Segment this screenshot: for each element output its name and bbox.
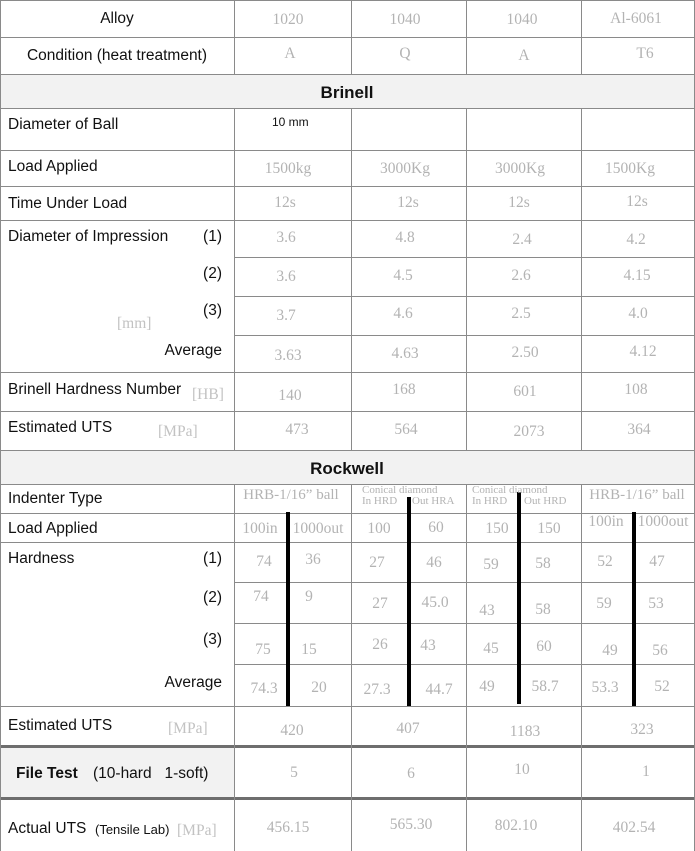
- impression-label: Diameter of Impression: [8, 228, 169, 245]
- rockwell-divider-bar: [407, 497, 411, 706]
- rockwell-avg: 20: [311, 679, 327, 696]
- indenter-out-hrd: Out HRD: [524, 495, 567, 507]
- rockwell-h3: 26: [372, 636, 388, 653]
- impression-index: (1): [203, 228, 222, 245]
- impression-index: (3): [203, 302, 222, 319]
- brinell-d2: 4.5: [393, 267, 413, 284]
- file-test-value: 1: [642, 763, 650, 780]
- brinell-d1: 2.4: [512, 231, 532, 248]
- brinell-load-value: 3000Kg: [380, 160, 430, 177]
- rockwell-h2: 43: [479, 602, 495, 619]
- rockwell-uts-label: Estimated UTS: [8, 717, 113, 734]
- grid-v: [581, 108, 582, 450]
- rockwell-uts-value: 407: [396, 720, 420, 737]
- grid-h: [0, 220, 695, 221]
- rockwell-load-value: 100in: [242, 520, 278, 537]
- rockwell-h1: 36: [305, 551, 321, 568]
- hardness-label: Hardness: [8, 550, 75, 567]
- impression-index: (2): [203, 265, 222, 282]
- rockwell-avg: 44.7: [425, 681, 453, 698]
- rockwell-load-value: 60: [428, 519, 444, 536]
- brinell-d1: 4.8: [395, 229, 415, 246]
- rockwell-h1: 47: [649, 553, 665, 570]
- brinell-load-value: 1500Kg: [605, 160, 655, 177]
- rockwell-h2: 58: [535, 601, 551, 618]
- brinell-d1: 3.6: [276, 229, 296, 246]
- rockwell-h1: 58: [535, 555, 551, 572]
- brinell-avg: 3.63: [274, 347, 302, 364]
- grid-h: [0, 450, 695, 451]
- rockwell-h3: 75: [255, 641, 271, 658]
- rockwell-h3: 56: [652, 642, 668, 659]
- brinell-d3: 3.7: [276, 307, 296, 324]
- time-under-load-label: Time Under Load: [8, 195, 128, 212]
- bhn-value: 601: [513, 383, 537, 400]
- grid-h: [0, 150, 695, 151]
- hardness-index: (3): [203, 631, 222, 648]
- grid-h: [0, 542, 695, 543]
- rockwell-avg: 52: [654, 678, 670, 695]
- brinell-uts-value: 473: [285, 421, 309, 438]
- indenter-conical: Conical diamond: [362, 484, 438, 496]
- time-value: 12s: [274, 194, 296, 211]
- alloy-value: 1020: [272, 11, 304, 28]
- alloy-value: 1040: [389, 11, 421, 28]
- grid-v: [351, 484, 352, 851]
- time-value: 12s: [508, 194, 530, 211]
- brinell-d2: 3.6: [276, 268, 296, 285]
- rockwell-load-label: Load Applied: [8, 520, 98, 537]
- grid-v: [466, 484, 467, 851]
- indenter-out-hra: Out HRA: [412, 495, 455, 507]
- grid-h: [0, 411, 695, 412]
- grid-v: [351, 0, 352, 74]
- ball-diameter-value: 10 mm: [272, 115, 309, 129]
- rockwell-h2: 27: [372, 595, 388, 612]
- rockwell-avg: 53.3: [591, 679, 619, 696]
- rockwell-divider-bar: [517, 492, 521, 704]
- grid-v: [234, 0, 235, 74]
- grid-v: [466, 108, 467, 450]
- rockwell-load-value: 150: [485, 520, 509, 537]
- rockwell-uts-value: 1183: [509, 723, 541, 740]
- brinell-d3: 4.6: [393, 305, 413, 322]
- file-test-value: 6: [407, 765, 415, 782]
- hardness-index: (2): [203, 589, 222, 606]
- rockwell-h2: 74: [253, 588, 269, 605]
- grid-h: [234, 664, 695, 665]
- actual-uts-value: 802.10: [494, 817, 538, 834]
- brinell-uts-unit: [MPa]: [158, 423, 198, 440]
- rockwell-h3: 15: [301, 641, 317, 658]
- grid-v: [234, 484, 235, 851]
- brinell-uts-value: 2073: [513, 423, 545, 440]
- actual-uts-unit: [MPa]: [177, 822, 217, 839]
- rockwell-load-value: 100: [367, 520, 391, 537]
- file-test-label: File Test: [16, 765, 78, 782]
- grid-h: [0, 372, 695, 373]
- grid-h-top: [0, 0, 695, 1]
- actual-uts-value: 565.30: [389, 816, 433, 833]
- ball-diameter-label: Diameter of Ball: [8, 116, 119, 133]
- brinell-avg: 4.63: [391, 345, 419, 362]
- rockwell-h1: 46: [426, 554, 442, 571]
- rockwell-h2: 45.0: [421, 594, 449, 611]
- actual-uts-value: 456.15: [266, 819, 310, 836]
- condition-value: Q: [399, 45, 411, 62]
- rockwell-uts-value: 420: [280, 722, 304, 739]
- rockwell-load-value: 100in: [588, 513, 624, 530]
- bhn-value: 108: [624, 381, 648, 398]
- rockwell-h2: 9: [305, 588, 313, 605]
- actual-uts-label: Actual UTS: [8, 820, 87, 837]
- grid-v: [234, 108, 235, 450]
- file-test-value: 5: [290, 764, 298, 781]
- rockwell-avg: 74.3: [250, 680, 278, 697]
- grid-v: [0, 0, 1, 851]
- time-value: 12s: [626, 193, 648, 210]
- grid-v: [581, 0, 582, 74]
- indenter-in-hrd: In HRD: [472, 495, 508, 507]
- indenter-conical: Conical diamond: [472, 484, 548, 496]
- rockwell-h1: 59: [483, 556, 499, 573]
- grid-h: [234, 623, 695, 624]
- brinell-avg: 4.12: [629, 343, 657, 360]
- rockwell-avg: 58.7: [531, 678, 559, 695]
- rockwell-h2: 53: [648, 595, 664, 612]
- grid-h: [0, 186, 695, 187]
- grid-h: [0, 108, 695, 109]
- rockwell-h1: 27: [369, 554, 385, 571]
- mm-unit: [mm]: [117, 315, 152, 332]
- condition-value: A: [518, 47, 530, 64]
- brinell-uts-value: 564: [394, 421, 418, 438]
- actual-uts-sublabel: (Tensile Lab): [95, 822, 170, 837]
- grid-h: [234, 257, 695, 258]
- rockwell-average-label: Average: [164, 674, 222, 691]
- actual-uts-value: 402.54: [612, 819, 656, 836]
- rockwell-h3: 43: [420, 637, 436, 654]
- brinell-title: Brinell: [320, 83, 374, 102]
- rockwell-h1: 74: [256, 553, 272, 570]
- condition-value: A: [284, 45, 296, 62]
- grid-v: [466, 0, 467, 74]
- grid-h: [234, 582, 695, 583]
- rockwell-h2: 59: [596, 595, 612, 612]
- rockwell-avg: 27.3: [363, 681, 391, 698]
- hardness-index: (1): [203, 550, 222, 567]
- grid-h: [0, 37, 695, 38]
- alloy-value: 1040: [506, 11, 538, 28]
- file-test-scale: (10-hard 1-soft): [93, 765, 209, 782]
- alloy-value: Al-6061: [610, 10, 662, 27]
- rockwell-divider-bar: [286, 512, 290, 706]
- bhn-unit: [HB]: [192, 386, 224, 403]
- rockwell-divider-bar: [632, 512, 636, 706]
- bhn-value: 140: [278, 387, 302, 404]
- grid-h-thick: [0, 797, 695, 800]
- indenter-ball: HRB-1/16” ball: [243, 487, 339, 503]
- brinell-d2: 2.6: [511, 267, 531, 284]
- brinell-load-value: 1500kg: [264, 160, 312, 177]
- grid-h-thick: [0, 745, 695, 748]
- grid-h: [0, 74, 695, 75]
- rockwell-h3: 60: [536, 638, 552, 655]
- grid-h: [234, 296, 695, 297]
- brinell-load-label: Load Applied: [8, 158, 98, 175]
- condition-value: T6: [636, 45, 654, 62]
- rockwell-load-value: 150: [537, 520, 561, 537]
- grid-h: [0, 484, 695, 485]
- grid-v: [581, 484, 582, 851]
- brinell-avg: 2.50: [511, 344, 539, 361]
- rockwell-uts-value: 323: [630, 721, 654, 738]
- brinell-uts-value: 364: [627, 421, 651, 438]
- rockwell-title: Rockwell: [310, 459, 384, 478]
- rockwell-h3: 45: [483, 640, 499, 657]
- rockwell-load-value: 1000out: [292, 520, 344, 537]
- time-value: 12s: [397, 194, 419, 211]
- rockwell-avg: 49: [479, 678, 495, 695]
- brinell-d3: 2.5: [511, 305, 531, 322]
- rockwell-h3: 49: [602, 642, 618, 659]
- brinell-load-value: 3000Kg: [495, 160, 545, 177]
- brinell-uts-label: Estimated UTS: [8, 419, 113, 436]
- brinell-d3: 4.0: [628, 305, 648, 322]
- rockwell-uts-unit: [MPa]: [168, 720, 208, 737]
- rockwell-load-value: 1000out: [637, 513, 689, 530]
- condition-label: Condition (heat treatment): [26, 47, 208, 64]
- indenter-label: Indenter Type: [8, 490, 103, 507]
- brinell-average-label: Average: [164, 342, 222, 359]
- bhn-value: 168: [392, 381, 416, 398]
- brinell-d1: 4.2: [626, 231, 646, 248]
- file-test-value: 10: [514, 761, 530, 778]
- brinell-d2: 4.15: [623, 267, 651, 284]
- rockwell-h1: 52: [597, 553, 613, 570]
- alloy-label: Alloy: [100, 10, 134, 27]
- grid-v: [351, 108, 352, 450]
- indenter-ball: HRB-1/16” ball: [589, 487, 685, 503]
- grid-h: [0, 706, 695, 707]
- bhn-label: Brinell Hardness Number: [8, 381, 182, 398]
- indenter-in-hrd: In HRD: [362, 495, 398, 507]
- grid-h: [234, 335, 695, 336]
